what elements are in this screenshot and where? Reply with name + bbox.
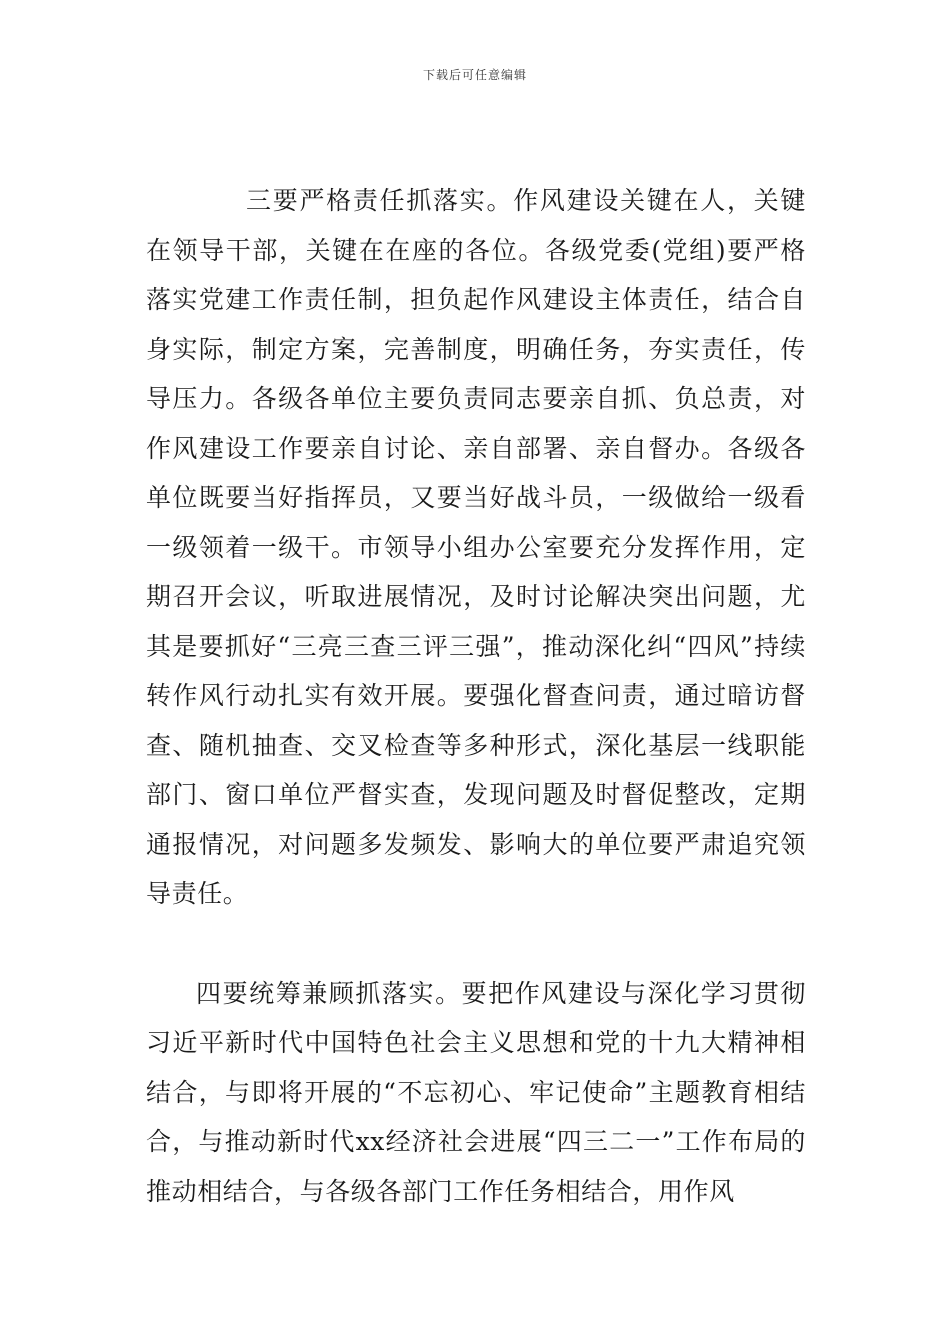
page-header-note: 下载后可任意编辑 [422, 68, 527, 82]
paragraph-coordination: 四要统筹兼顾抓落实。要把作风建设与深化学习贯彻习近平新时代中国特色社会主义思想和党的十九大精神相结合，与即将开展的“不忘初心、牢记使命”主题教育相结合，与推动新时代xx经济社会进展“四三二一”工作布局的推动相结合，与各级各部门工作任务相结合，用作风 [146, 978, 806, 1206]
document-body [146, 176, 806, 1216]
paragraph-responsibility: 三要严格责任抓落实。作风建设关键在人，关键在领导干部，关键在在座的各位。各级党委(党组)要严格落实党建工作责任制，担负起作风建设主体责任，结合自身实际，制定方案，完善制度，明确任务，夯实责任，传导压力。各级各单位主要负责同志要亲自抓、负总责，对作风建设工作要亲自讨论、亲自部署、亲自督办。各级各单位既要当好指挥员，又要当好战斗员，一级做给一级看一级领着一级干。市领导小组办公室要充分发挥作用，定期召开会议，听取进展情况，及时讨论解决突出问题，尤其是要抓好“三亮三查三评三强”，推动深化纠“四风”持续转作风行动扎实有效开展。要强化督查问责，通过暗访督查、随机抽查、交叉检查等多种形式，深化基层一线职能部门、窗口单位严督实查，发现问题及时督促整改，定期通报情况，对问题多发频发、影响大的单位要严肃追究领导责任。 [146, 186, 806, 908]
